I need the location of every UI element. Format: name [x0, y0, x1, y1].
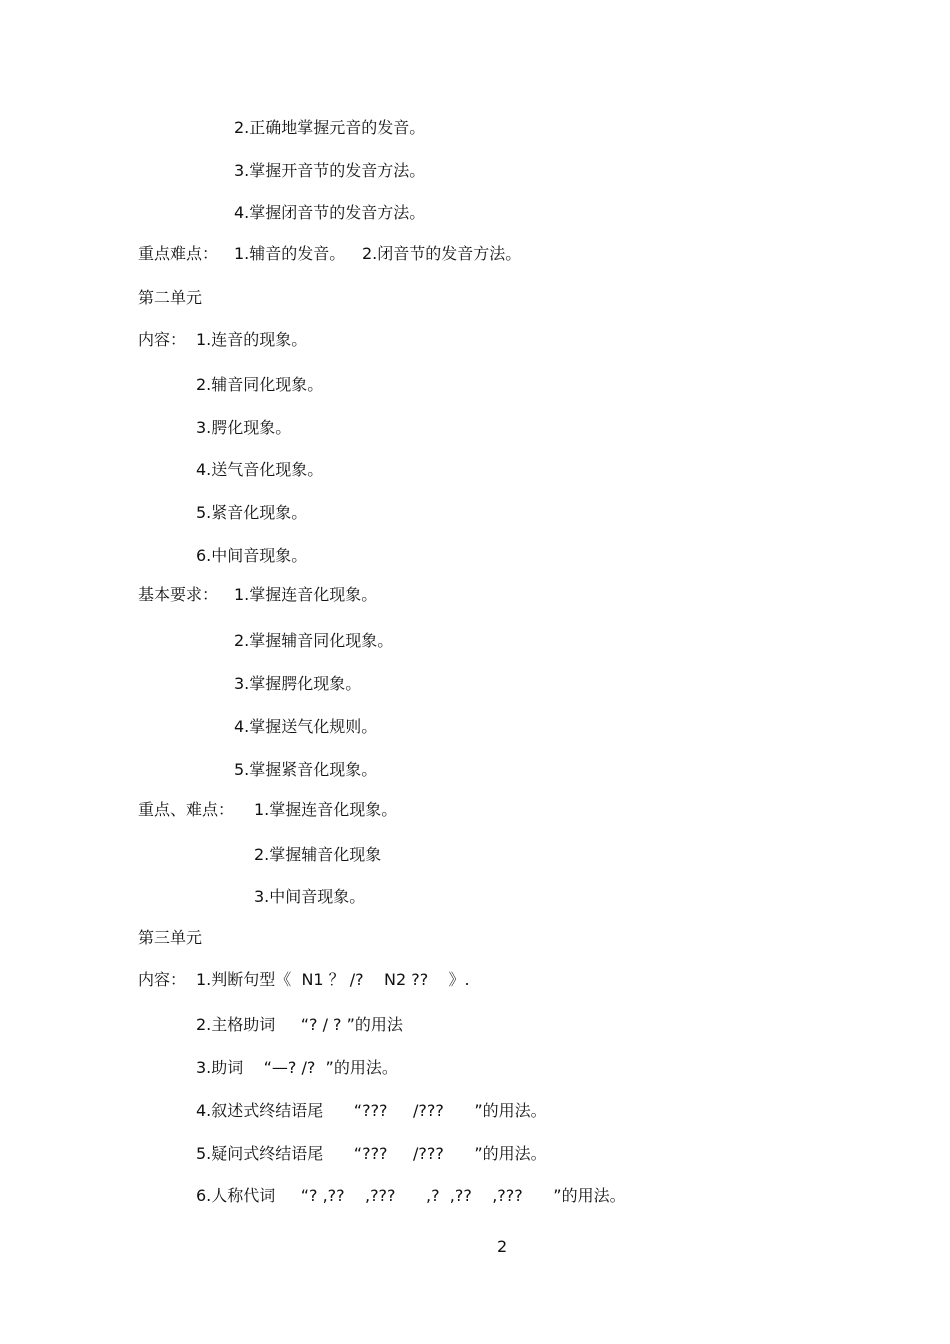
unit2-key-points-label: 重点、难点： [138, 800, 235, 819]
unit3-heading: 第三单元 [138, 928, 203, 947]
unit1-requirement-4: 4.掌握闭音节的发音方法。 [234, 203, 426, 222]
page-number: 2 [497, 1237, 508, 1256]
unit3-content-5: 5.疑问式终结语尾 “??? /??? ”的用法。 [196, 1144, 547, 1163]
unit3-content-6: 6.人称代词 “? ,?? ,??? ,? ,?? ,??? ”的用法。 [196, 1186, 626, 1205]
unit2-content-2: 2.辅音同化现象。 [196, 375, 324, 394]
unit1-key-point-1: 1.辅音的发音。 [234, 244, 346, 263]
unit3-content-4: 4.叙述式终结语尾 “??? /??? ”的用法。 [196, 1101, 547, 1120]
unit2-content-label: 内容： [138, 330, 187, 349]
unit2-requirement-1: 1.掌握连音化现象。 [234, 585, 378, 604]
unit1-key-point-2: 2.闭音节的发音方法。 [362, 244, 522, 263]
unit2-content-4: 4.送气音化现象。 [196, 460, 324, 479]
unit2-requirement-5: 5.掌握紧音化现象。 [234, 760, 378, 779]
unit2-requirement-2: 2.掌握辅音同化现象。 [234, 631, 394, 650]
unit2-requirement-3: 3.掌握腭化现象。 [234, 674, 362, 693]
unit2-key-point-3: 3.中间音现象。 [254, 887, 366, 906]
unit2-requirements-label: 基本要求： [138, 585, 219, 604]
unit2-content-5: 5.紧音化现象。 [196, 503, 308, 522]
unit2-content-6: 6.中间音现象。 [196, 546, 308, 565]
unit2-heading: 第二单元 [138, 288, 203, 307]
unit1-requirement-3: 3.掌握开音节的发音方法。 [234, 161, 426, 180]
unit2-key-point-2: 2.掌握辅音化现象 [254, 845, 382, 864]
unit1-requirement-2: 2.正确地掌握元音的发音。 [234, 118, 426, 137]
unit3-content-2: 2.主格助词 “? / ? ”的用法 [196, 1015, 403, 1034]
unit2-content-3: 3.腭化现象。 [196, 418, 292, 437]
unit1-key-points-label: 重点难点： [138, 244, 219, 263]
unit2-requirement-4: 4.掌握送气化规则。 [234, 717, 378, 736]
unit3-content-1: 1.判断句型《 N1 ？ /? N2 ?? 》. [196, 970, 470, 989]
unit3-content-3: 3.助词 “—? /? ”的用法。 [196, 1058, 398, 1077]
unit3-content-label: 内容： [138, 970, 187, 989]
unit2-key-point-1: 1.掌握连音化现象。 [254, 800, 398, 819]
unit2-content-1: 1.连音的现象。 [196, 330, 308, 349]
